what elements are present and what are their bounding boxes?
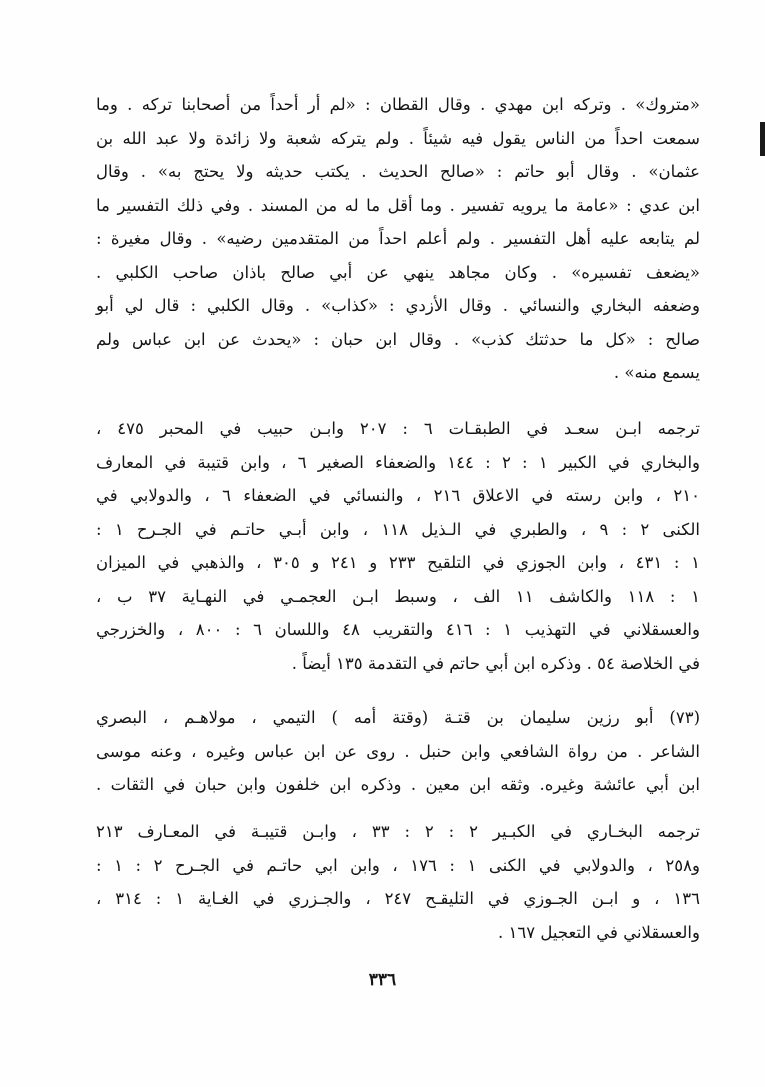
text-line: ١٣٦ ، و ابـن الجـوزي في التليقـح ٢٤٧ ، والجـزري في الغـاية ١ : ٣١٤ ، (96, 889, 700, 908)
text-line: ابن عدي : «عامة ما يرويه تفسير . وما أقل ما له من المسند . وفي ذلك التفسير ما (96, 195, 700, 215)
text-line: في الخلاصة ٥٤ . وذكره ابن أبي حاتم في التقدمة ١٣٥ أيضاً . (291, 653, 700, 673)
text-line: ترجمه ابـن سعـد في الطبقـات ٦ : ٢٠٧ وابـن حبيب في المحبر ٤٧٥ ، (96, 419, 700, 438)
biography-paragraph (96, 88, 700, 390)
references-paragraph (96, 412, 700, 680)
text-line: لم يتابعه عليه أهل التفسير . ولم أعلم احداً من المتقدمين رضيه» . وقال مغيرة : (96, 229, 700, 248)
text-line: عثمان» . وقال أبو حاتم : «صالح الحديث . يكتب حديثه ولا يحتج به» . وقال (96, 162, 700, 181)
text-line: و٢٥٨ ، والدولابي في الكنى ١ : ١٧٦ ، وابن ابي حاتـم في الجـرح ٢ : ١ : (96, 855, 700, 875)
text-line: الشاعر . من رواة الشافعي وابن حنبل . روى عن ابن عباس وغيره ، وعنه موسى (96, 741, 700, 761)
text-line: «يضعف تفسيره» . وكان مجاهد ينهي عن أبي صالح باذان صاحب الكلبي . (96, 262, 700, 282)
text-line: وضعفه البخاري والنسائي . وقال الأزدي : «كذاب» . وقال الكلبي : قال لي أبو (96, 296, 700, 315)
text-line: يسمع منه» . (613, 363, 700, 382)
references-paragraph-2 (96, 815, 700, 949)
entry-73-paragraph (96, 701, 700, 802)
text-line: ١ : ٤٣١ ، وابن الجوزي في التلقيح ٢٣٣ و ٢٤١ و ٣٠٥ ، والذهبي في الميزان (96, 553, 700, 572)
text-line: «متروك» . وتركه ابن مهدي . وقال القطان : «لم أر أحداً من أصحابنا تركه . وما (96, 95, 700, 114)
text-line: والعسقلاني في التهذيب ١ : ٤١٦ والتقريب ٤٨ واللسان ٦ : ٨٠٠ ، والخزرجي (96, 620, 700, 639)
text-line: سمعت احداً من الناس يقول فيه شيئاً . ولم يتركه شعبة ولا زائدة ولا عبد الله بن (96, 128, 700, 148)
text-line: (٧٣) أبو رزين سليمان بن قتـة (وقتة أمه ) التيمي ، مولاهـم ، البصري (96, 708, 700, 727)
text-line: ابن أبي عائشة وغيره. وثقه ابن معين . وذكره ابن خلفون وابن حبان في الثقات . (96, 775, 700, 794)
text-line: الكنى ٢ : ٩ ، والطبري في الـذيل ١١٨ ، وابن أبـي حاتـم في الجـرح ١ : (96, 519, 701, 539)
page-edge-mark (760, 122, 765, 156)
text-line: والعسقلاني في التعجيل ١٦٧ . (498, 922, 700, 942)
text-line: ٢١٠ ، وابن رسته في الاعلاق ٢١٦ ، والنسائي في الضعفاء ٦ ، والدولابي في (96, 486, 700, 505)
text-line: ترجمه البخـاري في الكبـير ٢ : ٢ : ٣٣ ، وابـن قتيبـة في المعـارف ٢١٣ (96, 822, 700, 841)
text-line: صالح : «كل ما حدثتك كذب» . وقال ابن حبان : «يحدث عن ابن عباس ولم (96, 329, 700, 349)
text-line: والبخاري في الكبير ١ : ٢ : ١٤٤ والضعفاء الصغير ٦ ، وابن قتيبة في المعارف (96, 452, 700, 472)
page-number: ٣٣٦ (368, 970, 397, 990)
text-line: ١ : ١١٨ والكاشف ١١ الف ، وسبط ابـن العجمـي في النهـاية ٣٧ ب ، (96, 586, 700, 606)
